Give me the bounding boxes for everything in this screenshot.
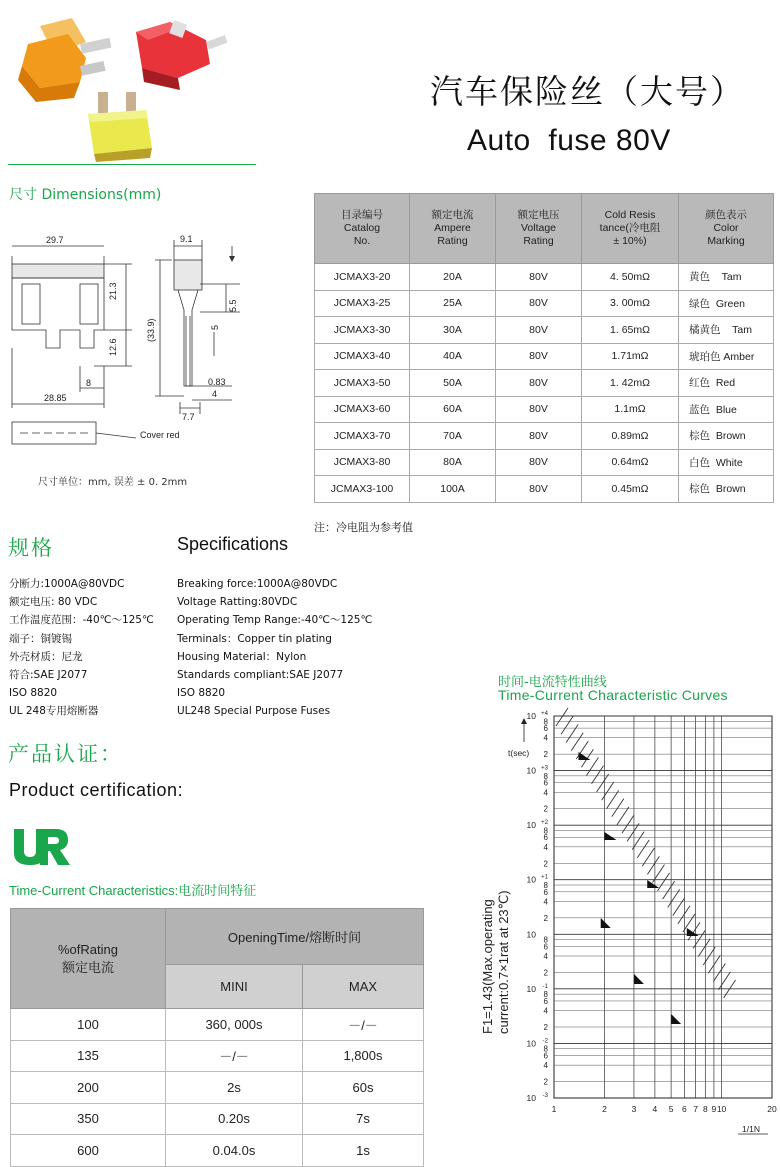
tc-header-max: MAX bbox=[303, 965, 424, 1009]
y-minor-label: 4 bbox=[543, 788, 548, 798]
spec-item-cn: 符合:SAE J2077 bbox=[9, 669, 88, 682]
x-axis-label: 1/1N bbox=[742, 1124, 760, 1134]
spec-list-cn bbox=[9, 575, 154, 721]
spec-item-en: ISO 8820 bbox=[177, 687, 226, 700]
cell-catalog: JCMAX3-20 bbox=[315, 264, 410, 291]
cell-mini: 0.20s bbox=[166, 1103, 303, 1135]
tc-header-row bbox=[11, 909, 424, 965]
cell-rating: 100 bbox=[11, 1009, 166, 1041]
dim-label-width-top: 29.7 bbox=[46, 235, 64, 245]
spec-table-row bbox=[315, 449, 774, 476]
cell-catalog: JCMAX3-70 bbox=[315, 423, 410, 450]
curve-heading-cn: 时间-电流特性曲线 bbox=[498, 675, 607, 690]
y-minor-label: 2 bbox=[543, 913, 548, 923]
header-cold-resistance: Cold Resis tance(冷电阻 ± 10%) bbox=[582, 194, 679, 264]
curve-hatch-line bbox=[678, 906, 690, 924]
cell-mini: 0.04.0s bbox=[166, 1135, 303, 1167]
spec-item-en: Breaking force:1000A@80VDC bbox=[177, 578, 338, 590]
fuse-product-photos bbox=[10, 14, 240, 162]
cell-catalog: JCMAX3-50 bbox=[315, 370, 410, 397]
cover-red-label: Cover red bbox=[140, 430, 180, 440]
y-decade-label: 10 bbox=[526, 1038, 536, 1049]
curve-hatch-line bbox=[673, 898, 685, 916]
curve-hatch-line bbox=[597, 774, 609, 792]
time-current-heading: Time-Current Characteristics:电流时间特征 bbox=[9, 883, 257, 898]
x-tick-label: 9 bbox=[711, 1104, 717, 1114]
y-minor-label: 4 bbox=[543, 952, 548, 962]
curve-marker bbox=[604, 832, 616, 840]
curve-marker bbox=[634, 974, 644, 984]
dimension-unit-note: 尺寸单位：mm, 误差 ± 0. 2mm bbox=[38, 477, 188, 488]
cell-color: 棕色 Brown bbox=[679, 476, 774, 503]
header-divider bbox=[8, 164, 256, 165]
spec-item-cn: 外壳材质：尼龙 bbox=[9, 650, 83, 663]
cell-catalog: JCMAX3-100 bbox=[315, 476, 410, 503]
cell-voltage: 80V bbox=[496, 317, 582, 344]
curve-hatch-line bbox=[571, 733, 583, 751]
y-axis-unit-label: t(sec) bbox=[508, 748, 530, 758]
y-minor-label: 8 bbox=[543, 826, 548, 836]
curve-hatch-line bbox=[607, 790, 619, 808]
spec-table-note: 注：冷电阻为参考值 bbox=[314, 521, 413, 534]
spec-table-header-row bbox=[315, 194, 774, 264]
spec-item-cn: 工作温度范围：-40℃～125℃ bbox=[9, 614, 154, 627]
tc-header-opening: OpeningTime/熔断时间 bbox=[166, 909, 424, 965]
y-decade-label: 10 bbox=[526, 765, 536, 776]
curve-hatch-line bbox=[586, 757, 598, 775]
tc-table-row bbox=[11, 1103, 424, 1135]
x-tick-label: 2 bbox=[602, 1104, 607, 1114]
time-current-curve-chart bbox=[470, 704, 778, 1140]
cell-color: 琥珀色 Amber bbox=[679, 343, 774, 370]
cell-rating: 600 bbox=[11, 1135, 166, 1167]
y-minor-label: 4 bbox=[543, 842, 548, 852]
cell-max: 1s bbox=[303, 1135, 424, 1167]
cell-color: 蓝色 Blue bbox=[679, 396, 774, 423]
spec-item-cn: ISO 8820 bbox=[9, 687, 58, 700]
specifications-heading-en: Specifications bbox=[177, 534, 289, 554]
cell-color: 黄色 Tam bbox=[679, 264, 774, 291]
cell-ampere: 25A bbox=[410, 290, 496, 317]
orange-fuse-image bbox=[18, 18, 111, 102]
spec-table-row bbox=[315, 476, 774, 503]
y-minor-label: 2 bbox=[543, 1077, 548, 1087]
cell-resistance: 3. 00mΩ bbox=[582, 290, 679, 317]
y-minor-label: 6 bbox=[543, 1051, 548, 1061]
curve-marker bbox=[671, 1014, 681, 1024]
cell-ampere: 30A bbox=[410, 317, 496, 344]
specifications-heading-cn: 规格 bbox=[8, 536, 54, 560]
chart-frame bbox=[554, 716, 772, 1098]
x-tick-label: 3 bbox=[631, 1104, 637, 1114]
cell-resistance: 1. 42mΩ bbox=[582, 370, 679, 397]
spec-item-cn: UL 248专用熔断器 bbox=[9, 705, 99, 718]
curve-hatch-line bbox=[612, 799, 624, 817]
cell-ampere: 60A bbox=[410, 396, 496, 423]
curve-hatch-line bbox=[708, 955, 720, 973]
spec-item-cn: 端子：铜镀锡 bbox=[9, 632, 72, 645]
cell-rating: 135 bbox=[11, 1040, 166, 1072]
y-decade-label: 10 bbox=[526, 1093, 536, 1103]
curve-hatch-line bbox=[663, 881, 675, 899]
curve-hatch-line bbox=[602, 782, 614, 800]
y-minor-label: 4 bbox=[543, 1061, 548, 1071]
y-minor-label: 8 bbox=[543, 935, 548, 945]
x-tick-label: 5 bbox=[668, 1104, 674, 1114]
header-voltage: 额定电压 Voltage Rating bbox=[496, 194, 582, 264]
cell-ampere: 80A bbox=[410, 449, 496, 476]
y-decade-exponent: +3 bbox=[541, 765, 548, 772]
y-minor-label: 8 bbox=[543, 990, 548, 1000]
cell-resistance: 1.71mΩ bbox=[582, 343, 679, 370]
spec-table-row bbox=[315, 396, 774, 423]
cell-max: －/－ bbox=[303, 1009, 424, 1041]
page-title-en: Auto fuse 80V bbox=[467, 124, 671, 157]
header-color: 颜色表示 Color Marking bbox=[679, 194, 774, 264]
cell-color: 绿色 Green bbox=[679, 290, 774, 317]
cell-ampere: 40A bbox=[410, 343, 496, 370]
y-minor-label: 4 bbox=[543, 733, 548, 743]
y-minor-label: 2 bbox=[543, 750, 548, 760]
dimension-drawing bbox=[0, 226, 300, 456]
y-decade-label: 10 bbox=[526, 711, 536, 721]
curve-hatch-line bbox=[647, 856, 659, 874]
spec-item-en: Operating Temp Range:-40℃～125℃ bbox=[177, 614, 373, 627]
cell-mini: －/－ bbox=[166, 1040, 303, 1072]
cell-mini: 360, 000s bbox=[166, 1009, 303, 1041]
spec-item-en: Housing Material：Nylon bbox=[177, 650, 307, 663]
x-tick-label: 6 bbox=[682, 1104, 687, 1114]
cell-max: 60s bbox=[303, 1072, 424, 1104]
x-tick-label: 10 bbox=[716, 1104, 727, 1114]
cell-catalog: JCMAX3-30 bbox=[315, 317, 410, 344]
side-label-c: 0.83 bbox=[208, 377, 226, 387]
header-ampere: 额定电流 Ampere Rating bbox=[410, 194, 496, 264]
curve-hatch-line bbox=[698, 939, 710, 957]
x-tick-label: 20 bbox=[767, 1104, 777, 1114]
cell-resistance: 4. 50mΩ bbox=[582, 264, 679, 291]
y-minor-label: 2 bbox=[543, 859, 548, 869]
y-decade-exponent: +2 bbox=[541, 820, 548, 827]
cell-catalog: JCMAX3-60 bbox=[315, 396, 410, 423]
side-label-b: 5 bbox=[210, 324, 220, 330]
certification-heading-cn: 产品认证： bbox=[8, 742, 123, 766]
spec-table-row bbox=[315, 264, 774, 291]
cell-color: 棕色 Brown bbox=[679, 423, 774, 450]
cell-voltage: 80V bbox=[496, 449, 582, 476]
certification-heading-en: Product certification: bbox=[9, 780, 184, 800]
cell-voltage: 80V bbox=[496, 396, 582, 423]
spec-item-cn: 额定电压: 80 VDC bbox=[9, 596, 98, 609]
y-minor-label: 8 bbox=[543, 771, 548, 781]
curve-heading-en: Time-Current Characteristic Curves bbox=[498, 687, 728, 703]
y-minor-label: 8 bbox=[543, 1044, 548, 1054]
curve-hatch-line bbox=[683, 914, 695, 932]
y-minor-label: 8 bbox=[543, 881, 548, 891]
cell-mini: 2s bbox=[166, 1072, 303, 1104]
y-decade-exponent: -3 bbox=[542, 1093, 548, 1099]
yellow-fuse-image bbox=[88, 92, 152, 162]
y-minor-label: 6 bbox=[543, 942, 548, 952]
cell-ampere: 70A bbox=[410, 423, 496, 450]
x-tick-label: 1 bbox=[551, 1104, 557, 1114]
spec-list-en bbox=[177, 575, 372, 721]
x-tick-label: 7 bbox=[693, 1104, 698, 1114]
cell-catalog: JCMAX3-80 bbox=[315, 449, 410, 476]
curve-hatch-line bbox=[592, 766, 604, 784]
curve-hatch-line bbox=[658, 873, 670, 891]
cell-rating: 200 bbox=[11, 1072, 166, 1104]
cell-resistance: 1.1mΩ bbox=[582, 396, 679, 423]
dimensions-heading: 尺寸 Dimensions(mm) bbox=[9, 187, 162, 203]
y-decade-label: 10 bbox=[526, 929, 536, 940]
cell-voltage: 80V bbox=[496, 264, 582, 291]
side-label-total: (33.9) bbox=[146, 318, 156, 342]
spec-table-row bbox=[315, 290, 774, 317]
y-decade-exponent: +1 bbox=[541, 874, 548, 881]
y-decade-label: 10 bbox=[526, 820, 536, 831]
cell-color: 橘黄色 Tam bbox=[679, 317, 774, 344]
y-minor-label: 6 bbox=[543, 778, 548, 788]
tc-header-rating: %ofRating 额定电流 bbox=[11, 909, 166, 1009]
cell-rating: 350 bbox=[11, 1103, 166, 1135]
curve-marker bbox=[687, 928, 699, 936]
spec-item-en: UL248 Special Purpose Fuses bbox=[177, 705, 331, 718]
y-minor-label: 4 bbox=[543, 897, 548, 907]
side-label-d: 4 bbox=[212, 389, 218, 399]
spec-item-en: Voltage Ratting:80VDC bbox=[177, 596, 298, 609]
spec-item-cn: 分断力:1000A@80VDC bbox=[9, 578, 125, 590]
cell-catalog: JCMAX3-25 bbox=[315, 290, 410, 317]
y-minor-label: 6 bbox=[543, 833, 548, 843]
curve-hatch-line bbox=[617, 807, 629, 825]
y-decade-exponent: -1 bbox=[542, 983, 548, 990]
ur-logo bbox=[10, 827, 72, 867]
x-tick-label: 8 bbox=[702, 1104, 708, 1114]
cell-catalog: JCMAX3-40 bbox=[315, 343, 410, 370]
curve-hatch-line bbox=[566, 724, 578, 742]
curve-side-label-1: F1=1.43(Max.operating bbox=[480, 899, 495, 1034]
cell-resistance: 0.89mΩ bbox=[582, 423, 679, 450]
dim-label-upper-height: 21.3 bbox=[108, 282, 118, 300]
cell-resistance: 0.45mΩ bbox=[582, 476, 679, 503]
time-current-table bbox=[10, 908, 424, 1167]
curve-hatch-line bbox=[637, 840, 649, 858]
cell-voltage: 80V bbox=[496, 423, 582, 450]
tc-table-row bbox=[11, 1040, 424, 1072]
curve-hatch-line bbox=[556, 708, 568, 726]
tc-table-row bbox=[11, 1072, 424, 1104]
y-decade-label: 10 bbox=[526, 983, 536, 994]
cell-resistance: 1. 65mΩ bbox=[582, 317, 679, 344]
y-minor-label: 6 bbox=[543, 996, 548, 1006]
curve-marker bbox=[601, 918, 611, 928]
y-minor-label: 4 bbox=[543, 1006, 548, 1016]
red-fuse-image bbox=[136, 20, 228, 90]
y-minor-label: 2 bbox=[543, 968, 548, 978]
cell-voltage: 80V bbox=[496, 370, 582, 397]
cell-voltage: 80V bbox=[496, 343, 582, 370]
y-decade-label: 10 bbox=[526, 874, 536, 885]
x-tick-label: 4 bbox=[652, 1104, 658, 1114]
cell-color: 红色 Red bbox=[679, 370, 774, 397]
curve-hatch-line bbox=[718, 972, 730, 990]
side-label-top: 9.1 bbox=[180, 234, 193, 244]
tc-header-mini: MINI bbox=[166, 965, 303, 1009]
cell-max: 1,800s bbox=[303, 1040, 424, 1072]
dim-label-lower-height: 12.6 bbox=[108, 338, 118, 356]
spec-table bbox=[314, 193, 774, 503]
cell-max: 7s bbox=[303, 1103, 424, 1135]
tc-table-row bbox=[11, 1009, 424, 1041]
curve-hatch-line bbox=[627, 823, 639, 841]
cell-voltage: 80V bbox=[496, 290, 582, 317]
y-minor-label: 8 bbox=[543, 717, 548, 727]
dim-label-slot: 8 bbox=[86, 378, 92, 388]
tc-table-row bbox=[11, 1135, 424, 1167]
spec-item-en: Terminals：Copper tin plating bbox=[177, 632, 332, 645]
y-minor-label: 6 bbox=[543, 724, 548, 734]
y-decade-exponent: +4 bbox=[541, 711, 548, 717]
cell-ampere: 100A bbox=[410, 476, 496, 503]
curve-hatch-line bbox=[561, 716, 573, 734]
cell-ampere: 20A bbox=[410, 264, 496, 291]
y-minor-label: 6 bbox=[543, 887, 548, 897]
cell-voltage: 80V bbox=[496, 476, 582, 503]
header-catalog: 目录编号 Catalog No. bbox=[315, 194, 410, 264]
spec-table-row bbox=[315, 317, 774, 344]
y-decade-exponent: -2 bbox=[542, 1038, 548, 1045]
spec-item-en: Standards compliant:SAE J2077 bbox=[177, 669, 344, 682]
y-minor-label: 2 bbox=[543, 1023, 548, 1033]
spec-table-row bbox=[315, 343, 774, 370]
page-title-cn: 汽车保险丝（大号） bbox=[430, 72, 745, 111]
cell-resistance: 0.64mΩ bbox=[582, 449, 679, 476]
side-label-a: 5.5 bbox=[228, 299, 238, 312]
spec-table-row bbox=[315, 370, 774, 397]
spec-table-row bbox=[315, 423, 774, 450]
side-label-e: 7.7 bbox=[182, 412, 195, 422]
y-minor-label: 2 bbox=[543, 804, 548, 814]
dim-label-width-bottom: 28.85 bbox=[44, 393, 67, 403]
curve-side-label-2: current:0.7×1rat at 23℃) bbox=[496, 890, 511, 1034]
cell-ampere: 50A bbox=[410, 370, 496, 397]
cell-color: 白色 White bbox=[679, 449, 774, 476]
